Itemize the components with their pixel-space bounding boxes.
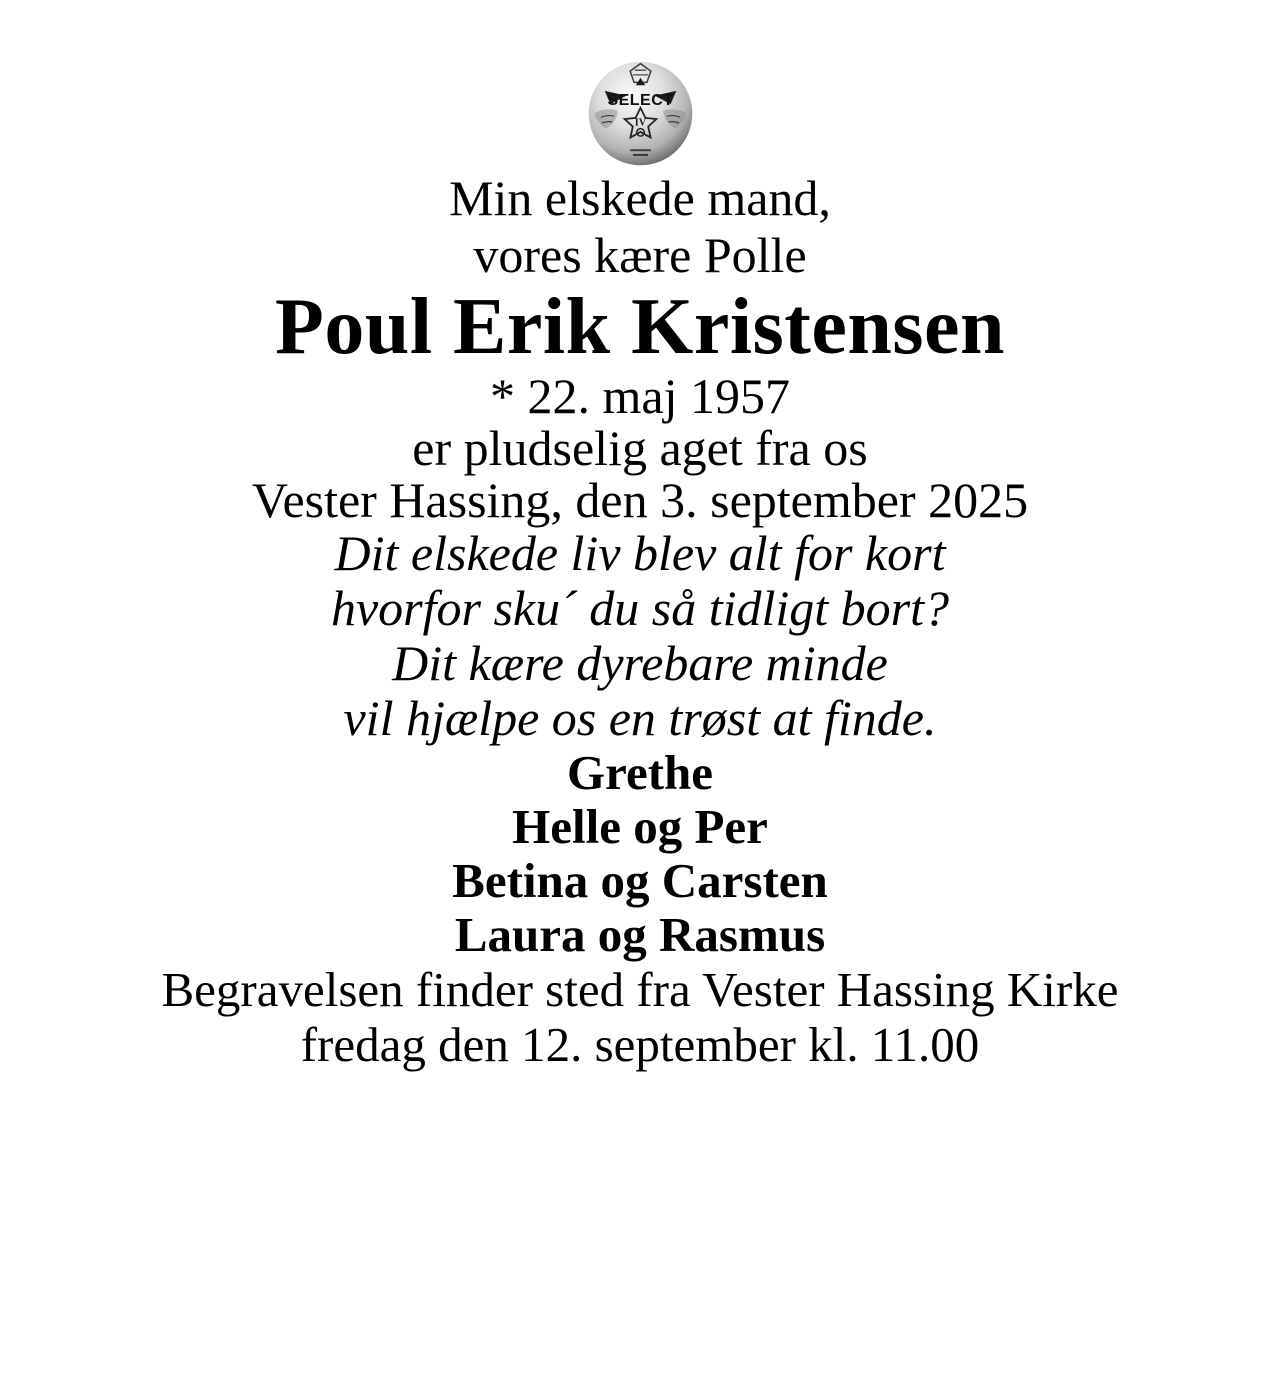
ball-numeral: IV <box>634 117 646 129</box>
poem-line-2: hvorfor sku´ du så tidligt bort? <box>330 580 950 636</box>
place-date-line: Vester Hassing, den 3. september 2025 <box>251 472 1029 528</box>
family-line-2: Helle og Per <box>512 799 768 854</box>
memorial-poem <box>0 526 1280 746</box>
funeral-line-1: Begravelsen finder sted fra Vester Hassing Kirke <box>161 962 1119 1017</box>
funeral-info <box>0 962 1280 1072</box>
funeral-line-2: fredag den 12. september kl. 11.00 <box>300 1017 980 1072</box>
poem-line-4: vil hjælpe os en trøst at finde. <box>343 690 937 746</box>
intro-line-1: Min elskede mand, <box>449 170 831 226</box>
family-line-4: Laura og Rasmus <box>454 907 826 962</box>
ball-brand-text: SELECT <box>607 92 673 110</box>
birth-date-line: * 22. maj 1957 <box>490 368 790 424</box>
death-statement-line: er pludselig aget fra os <box>412 420 868 476</box>
poem-line-3: Dit kære dyrebare minde <box>392 635 888 691</box>
poem-line-1: Dit elskede liv blev alt for kort <box>334 525 946 581</box>
family-names <box>0 746 1280 962</box>
family-line-1: Grethe <box>566 745 714 800</box>
deceased-name: Poul Erik Kristensen <box>274 283 1006 371</box>
family-line-3: Betina og Carsten <box>452 853 828 908</box>
intro-line-2: vores kære Polle <box>473 227 807 283</box>
intro-lines <box>0 170 1280 284</box>
select-football-icon <box>584 57 697 170</box>
